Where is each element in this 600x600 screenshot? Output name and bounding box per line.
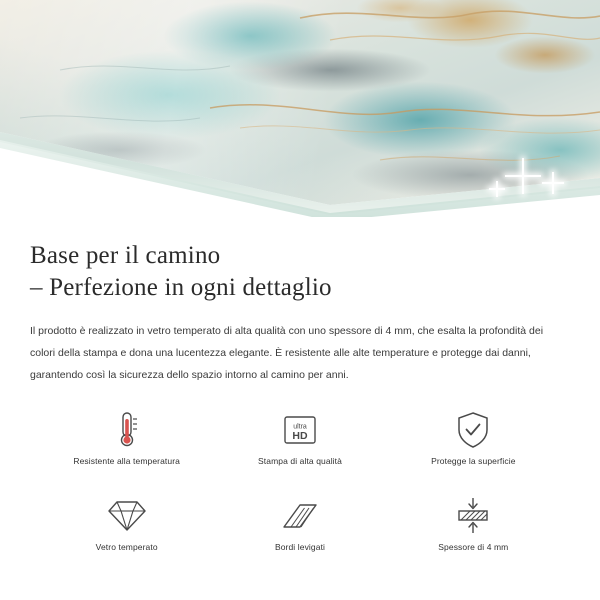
feature-item-surface-protection bbox=[387, 408, 560, 486]
feature-item-print-quality bbox=[213, 408, 386, 486]
feature-label: Vetro temperato bbox=[95, 542, 158, 552]
feature-label: Protegge la superficie bbox=[431, 456, 516, 466]
content-section bbox=[0, 222, 600, 572]
marble-art-surface bbox=[0, 0, 600, 205]
polished-edges-icon bbox=[280, 494, 320, 538]
feature-item-polished-edges bbox=[213, 494, 386, 572]
feature-label: Resistente alla temperatura bbox=[73, 456, 180, 466]
feature-label: Stampa di alta qualità bbox=[258, 456, 342, 466]
svg-text:HD: HD bbox=[292, 430, 308, 442]
feature-item-thickness bbox=[387, 494, 560, 572]
thermometer-icon bbox=[112, 408, 142, 452]
headline-line-1: Base per il camino bbox=[30, 242, 221, 269]
headline-line-2: – Perfezione in ogni dettaglio bbox=[30, 274, 332, 301]
thickness-icon bbox=[453, 494, 493, 538]
feature-grid bbox=[30, 408, 570, 572]
feature-item-tempered-glass bbox=[40, 494, 213, 572]
page-title bbox=[30, 222, 570, 304]
svg-text:ultra: ultra bbox=[293, 423, 307, 431]
ultra-hd-icon bbox=[281, 408, 319, 452]
feature-item-temperature bbox=[40, 408, 213, 486]
feature-label: Bordi levigati bbox=[274, 542, 326, 552]
product-description: Il prodotto è realizzato in vetro temperato di alta qualità con uno spessore di 4 mm, che esalta la profondità dei colori della stampa e dona una lucentezza elegante. È resistente alle alte temperature e protegge dai danni, garantendo così la sicurezza dello spazio intorno al camino per anni. bbox=[30, 325, 544, 381]
shield-check-icon bbox=[456, 408, 490, 452]
feature-label: Spessore di 4 mm bbox=[438, 542, 509, 552]
hero-product-image bbox=[0, 0, 600, 222]
diamond-icon bbox=[107, 494, 147, 538]
